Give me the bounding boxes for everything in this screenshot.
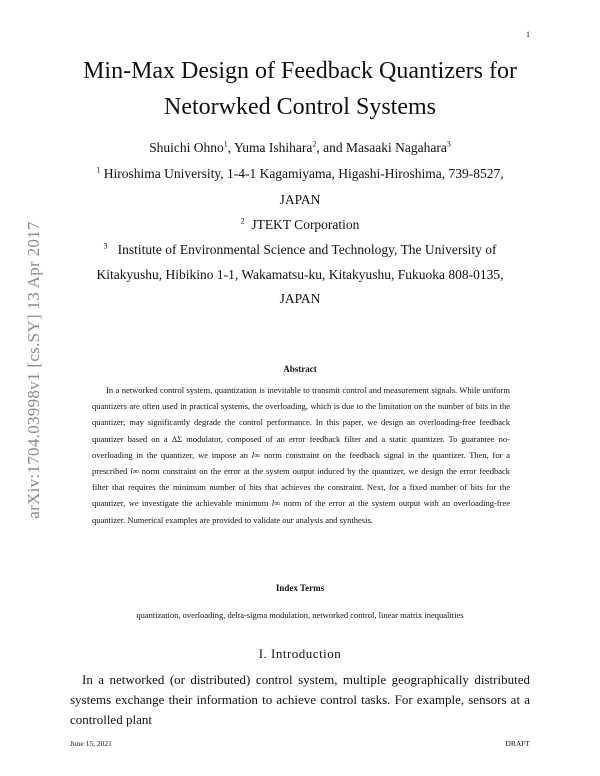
index-terms-heading: Index Terms <box>275 583 325 593</box>
affiliation-3 <box>0 242 600 258</box>
abstract-text: In a networked control system, quantization is inevitable to transmit control and measurement signals. While uniform quantizers are often used in practical systems, the overloading, which is due to the limitation on the number of bits in the quantizer, may significantly degrade the control performance. In this paper, we design an overloading-free feedback quantizer based on a <box>92 385 510 444</box>
affiliation-1 <box>0 166 600 182</box>
affiliation-text: Institute of Environmental Science and Technology, The University of <box>107 242 497 257</box>
abstract-heading: Abstract <box>283 364 317 374</box>
introduction-body <box>70 670 530 730</box>
abstract-text: norm constraint on the feedback signal in the quantizer. Then, for a prescribed <box>92 449 510 477</box>
affiliation-marker: 1 <box>223 139 228 149</box>
affiliation-marker: 3 <box>446 139 451 149</box>
math-symbol: l∞ <box>251 449 261 460</box>
abstract-text: norm constraint on the error at the system output induced by the quantizer, we design the error feedback filter that requires the minimum number of bits that achieves the constraint. Next, for a fixed number of bits for the quantizer, we investigate the achievable minimum <box>92 466 510 509</box>
arxiv-identifier[interactable]: arXiv:1704.03998v1 [cs.SY] 13 Apr 2017 <box>24 221 43 519</box>
math-symbol: ΔΣ <box>171 433 183 444</box>
author-name: , Yuma Ishihara <box>227 140 313 155</box>
index-terms-list: quantization, overloading, delta-sigma modulation, networked control, linear matrix inequalities <box>136 610 464 620</box>
abstract-text: modulator, composed of an error feedback filter and a static quantizer. To guarantee no-overloading in the quantizer, we impose an <box>92 433 510 460</box>
footer-draft-label: DRAFT <box>505 739 530 748</box>
abstract-paragraph <box>92 382 510 528</box>
introduction-paragraph: In a networked (or distributed) control system, multiple geographically distributed systems exchange their information to achieve control tasks. For example, sensors at a controlled plant <box>70 672 530 727</box>
affiliation-2 <box>0 217 600 233</box>
affiliation-text: Hiroshima University, 1-4-1 Kagamiyama, Higashi-Hiroshima, 739-8527, <box>100 166 504 181</box>
page-number: 1 <box>526 30 530 39</box>
paper-title-line-2: Netorwked Control Systems <box>164 94 436 120</box>
math-symbol: l∞ <box>271 498 281 509</box>
affiliation-marker: 2 <box>312 139 317 149</box>
paper-title-line-1: Min-Max Design of Feedback Quantizers for <box>83 58 517 84</box>
affiliation-marker: 2 <box>240 216 245 226</box>
abstract-text: norm of the error at the system output with an overloading-free quantizer. Numerical examples are provided to validate our analysis and synthesis. <box>92 498 511 525</box>
affiliation-marker: 1 <box>96 165 101 175</box>
affiliation-3-address: Kitakyushu, Hibikino 1-1, Wakamatsu-ku, Kitakyushu, Fukuoka 808-0135, <box>96 267 504 282</box>
affiliation-marker: 3 <box>103 241 108 251</box>
affiliation-3-country: JAPAN <box>279 291 321 306</box>
abstract-body <box>92 382 510 528</box>
footer-date: June 15, 2021 <box>70 739 112 748</box>
affiliation-text: JTEKT Corporation <box>244 217 360 232</box>
affiliation-1-country: JAPAN <box>279 192 321 207</box>
author-name: Shuichi Ohno <box>149 140 224 155</box>
author-list <box>0 140 600 156</box>
section-heading-introduction: I. Introduction <box>258 646 342 661</box>
author-name: , and Masaaki Nagahara <box>316 140 447 155</box>
math-symbol: l∞ <box>130 466 139 477</box>
